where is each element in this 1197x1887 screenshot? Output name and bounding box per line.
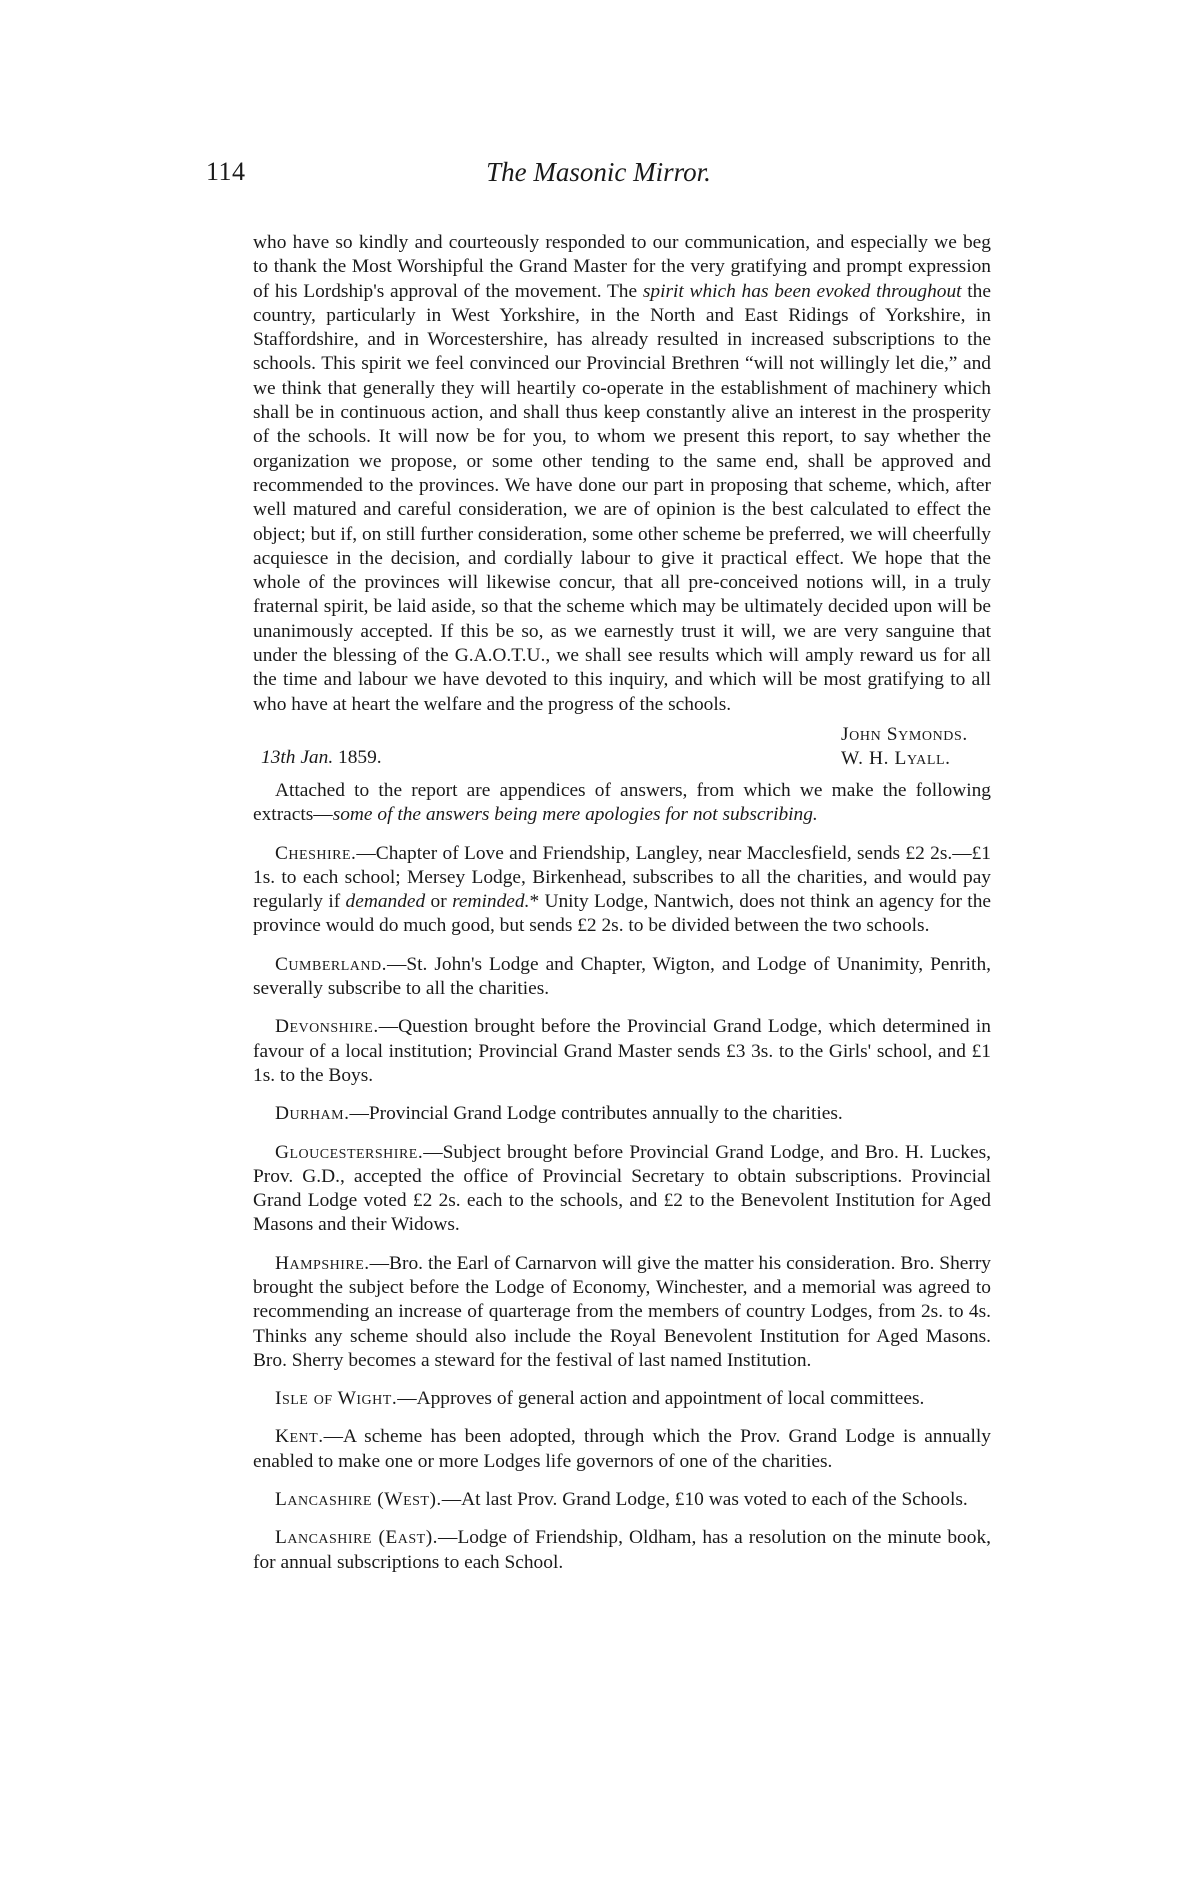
county-name: Lancashire (East). xyxy=(275,1527,439,1549)
county-name: Kent. xyxy=(275,1426,324,1448)
county-name: Devonshire. xyxy=(275,1016,379,1038)
county-name: Lancashire (West). xyxy=(275,1489,442,1511)
running-title: The Masonic Mirror. xyxy=(486,157,711,187)
county-name: Hampshire. xyxy=(275,1252,370,1274)
county-entry-kent: Kent.—A scheme has been adopted, through which the Prov. Grand Lodge is annually enabled to make one or more Lodges life governors of one of the charities. xyxy=(253,1426,991,1472)
county-name: Durham. xyxy=(275,1103,350,1125)
signatory-name: John Symonds. xyxy=(841,723,968,745)
page-header xyxy=(206,157,991,193)
county-entry-cumberland: Cumberland.—St. John's Lodge and Chapter, Wigton, and Lodge of Unanimity, Penrith, severally subscribe to all the charities. xyxy=(253,953,991,1000)
county-entry-lancashire-west: Lancashire (West).—At last Prov. Grand Lodge, £10 was voted to each of the Schools. xyxy=(275,1489,968,1511)
county-entry-gloucestershire: Gloucestershire.—Subject brought before Provincial Grand Lodge, and Bro. H. Luckes, Prov. G.D., accepted the office of Provincial Secretary to obtain subscriptions. Provincial Grand Lodge voted £2 2s. each to the schools, and £2 to the Benevolent Institution for Aged Masons and their Widows. xyxy=(253,1141,991,1236)
report-date: 13th Jan. 1859. xyxy=(261,746,382,768)
county-name: Gloucestershire. xyxy=(275,1141,424,1163)
county-name: Cumberland. xyxy=(275,953,387,975)
intro-paragraph: who have so kindly and courteously responded to our communication, and especially we beg to thank the Most Worshipful the Grand Master for the very gratifying and prompt expression of his Lordship's approval of the movement. The spirit which has been evoked throughout the country, particularly in West Yorkshire, in the North and East Ridings of Yorkshire, in Staffordshire, and in Worcestershire, has already resulted in increased subscriptions to the schools. This spirit we feel convinced our Provincial Brethren “will not willingly let die,” and we think that generally they will heartily co-operate in the establishment of machinery which shall be in continuous action, and shall thus keep constantly alive an interest in the prosperity of the schools. It will now be for you, to whom we present this report, to say whether the organization we propose, or some other tending to the same end, shall be approved and recommended to the provinces. We have done our part in proposing that scheme, which, after well matured and careful consideration, we are of opinion is the best calculated to effect the object; but if, on still further consideration, some other scheme be preferred, we will cheerfully acquiesce in the decision, and cordially labour to give it practical effect. We hope that the whole of the provinces will likewise concur, that all pre-conceived notions will, in a truly fraternal spirit, be laid aside, so that the scheme which may be ultimately decided upon will be unanimously accepted. If this be so, as we earnestly trust it will, we are very sanguine that under the blessing of the G.A.O.T.U., we shall see results which will amply reward us for all the time and labour we have devoted to this inquiry, and which will be most gratifying to all who have at heart the welfare and the progress of the schools. xyxy=(253,232,991,715)
county-name: Cheshire. xyxy=(275,842,357,864)
page-number: 114 xyxy=(206,157,246,186)
county-entry-cheshire: Cheshire.—Chapter of Love and Friendship, Langley, near Macclesfield, sends £2 2s.—£1 1s. to each school; Mersey Lodge, Birkenhead, subscribes to all the charities, and would pay regularly if demanded or reminded.* Unity Lodge, Nantwich, does not think an agency for the province would do much good, but sends £2 2s. to be divided between the two schools. xyxy=(253,842,991,937)
county-name: Isle of Wight. xyxy=(275,1388,398,1410)
signature-block xyxy=(253,723,991,773)
article-body xyxy=(253,231,991,1575)
county-entry-hampshire: Hampshire.—Bro. the Earl of Carnarvon will give the matter his consideration. Bro. Sherry brought the subject before the Lodge of Economy, Winchester, and a memorial was agreed to recommending an increase of quarterage from the members of country Lodges, from 2s. to 4s. Thinks any scheme should also include the Royal Benevolent Institution for Aged Masons. Bro. Sherry becomes a steward for the festival of last named Institution. xyxy=(253,1252,991,1371)
county-entry-lancashire-east: Lancashire (East).—Lodge of Friendship, Oldham, has a resolution on the minute book, for annual subscriptions to each School. xyxy=(253,1527,991,1573)
county-entry-devonshire: Devonshire.—Question brought before the Provincial Grand Lodge, which determined in favour of a local institution; Provincial Grand Master sends £3 3s. to the Girls' school, and £1 1s. to the Boys. xyxy=(253,1016,991,1086)
county-entry-durham: Durham.—Provincial Grand Lodge contributes annually to the charities. xyxy=(275,1103,843,1125)
signatory-name: W. H. Lyall. xyxy=(841,747,951,769)
county-entry-isle-of-wight: Isle of Wight.—Approves of general action and appointment of local committees. xyxy=(275,1388,925,1410)
attached-paragraph: Attached to the report are appendices of answers, from which we make the following extracts—some of the answers being mere apologies for not subscribing. xyxy=(253,779,991,826)
